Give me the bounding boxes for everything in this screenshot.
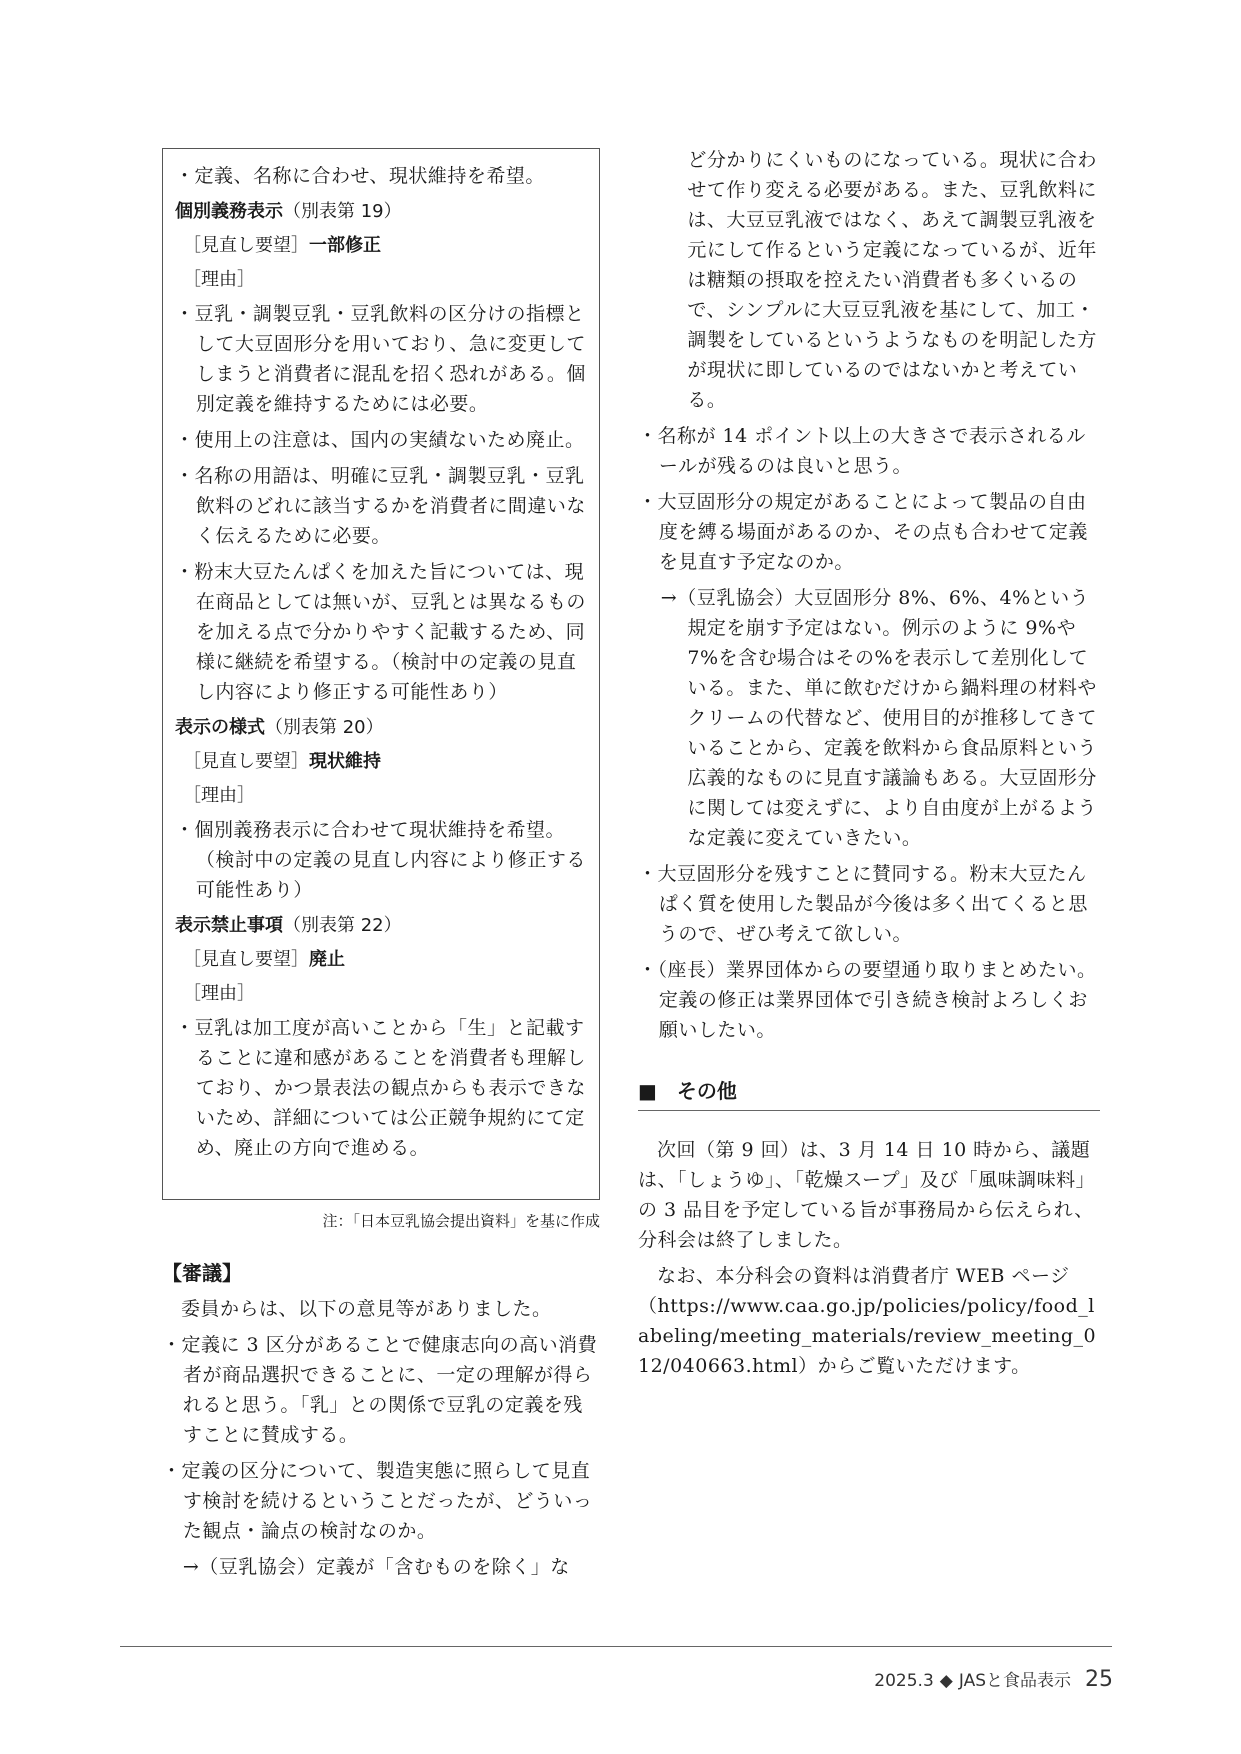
source-note: 注：「日本豆乳協会提出資料」を基に作成 [322,1212,600,1230]
deliberation-lead: 委員からは、以下の意見等がありました。 [181,1298,552,1320]
magazine-title: JASと食品表示 [958,1671,1071,1691]
section-display-format [175,713,587,905]
answer-item: →（豆乳協会）大豆固形分 8%、6%、4%という規定を崩す予定はない。例示のように 9%や 7%を含む場合はその%を表示して差別化している。また、単に飲むだけから鍋料理の材料やクリームの代替など、使用目的が推移してきていることから、定義を飲料から食品原料という広義的なものに見直す議論もある。大豆固形分に関しては変えずに、より自由度が上がるような定義に変えていきたい。 [660,587,1097,849]
list-item: ・定義の区分について、製造実態に照らして見直す検討を続けるということだったが、どういった観点・論点の検討なのか。 [162,1460,593,1542]
list-item: ・豆乳は加工度が高いことから「生」と記載することに違和感があることを消費者も理解しており、かつ景表法の観点からも表示できないため、詳細については公正競争規約にて定め、廃止の方向で進める。 [175,1017,586,1159]
left-column [162,148,600,1588]
page-footer [874,1666,1113,1692]
section-prohibited-items [175,911,587,1163]
answer-start: →（豆乳協会）定義が「含むものを除く」な [182,1556,570,1578]
list-item: ・粉末大豆たんぱくを加えた旨については、現在商品としては無いが、豆乳とは異なるものを加える点で分かりやすく記載するため、同様に継続を希望する。（検討中の定義の見直し内容により修正する可能性あり） [175,561,586,703]
list-item: ・（座長）業界団体からの要望通り取りまとめたい。定義の修正は業界団体で引き続き検討よろしくお願いしたい。 [638,959,1097,1041]
request-line: ［見直し要望］現状維持 [183,751,381,772]
page-number: 25 [1085,1667,1113,1692]
list-item: ・大豆固形分を残すことに賛同する。粉末大豆たんぱく質を使用した製品が今後は多く出てくると思うので、ぜひ考えて欲しい。 [638,863,1088,945]
issue-date: 2025.3 [874,1671,934,1691]
diamond-icon: ◆ [939,1671,953,1691]
box-intro: ・定義、名称に合わせ、現状維持を希望。 [175,165,545,187]
reason-label: ［理由］ [183,269,255,290]
request-line: ［見直し要望］廃止 [183,949,345,970]
other-paragraph: 次回（第 9 回）は、3 月 14 日 10 時から、議題は、「しょうゆ」、「乾燥スープ」及び「風味調味料」の 3 品目を予定している旨が事務局から伝えられ、分科会は終了しました。 [638,1139,1096,1251]
list-item: ・豆乳・調製豆乳・豆乳飲料の区分けの指標として大豆固形分を用いており、急に変更してしまうと消費者に混乱を招く恐れがある。個別定義を維持するためには必要。 [175,303,586,415]
list-item: ・定義に 3 区分があることで健康志向の高い消費者が商品選択できることに、一定の理解が得られると思う。「乳」との関係で豆乳の定義を残すことに賛成する。 [162,1334,598,1446]
section-title: 個別義務表示（別表第 19） [175,201,402,222]
other-section-heading: ■ その他 [638,1075,1100,1111]
list-item: ・名称の用語は、明確に豆乳・調製豆乳・豆乳飲料のどれに該当するかを消費者に間違いなく伝えるために必要。 [175,465,586,547]
reason-label: ［理由］ [183,983,255,1004]
section-title: 表示の様式（別表第 20） [175,717,384,738]
reason-label: ［理由］ [183,785,255,806]
section-individual-labeling [175,197,587,707]
list-item: ・使用上の注意は、国内の実績ないため廃止。 [175,429,585,451]
list-item: ・名称が 14 ポイント以上の大きさで表示されるルールが残るのは良いと思う。 [638,425,1086,477]
right-column [638,145,1100,1387]
request-line: ［見直し要望］一部修正 [183,235,381,256]
answer-continuation: ど分かりにくいものになっている。現状に合わせて作り変える必要がある。また、豆乳飲料には、大豆豆乳液ではなく、あえて調製豆乳液を元にして作るという定義になっているが、近年は糖類の摂取を控えたい消費者も多くいるので、シンプルに大豆豆乳液を基にして、加工・調製をしているというようなものを明記した方が現状に即しているのではないかと考えている。 [687,149,1097,411]
footer-divider [120,1646,1112,1647]
summary-box [162,148,600,1200]
other-paragraph: なお、本分科会の資料は消費者庁 WEB ページ（https://www.caa.go.jp/policies/policy/food_labeling/meeting_materials/review_meeting_012/040663.html）からご覧いただけます。 [638,1265,1097,1377]
deliberation-title: 【審議】 [162,1261,242,1285]
list-item: ・大豆固形分の規定があることによって製品の自由度を縛る場面があるのか、その点も合わせて定義を見直す予定なのか。 [638,491,1088,573]
section-title: 表示禁止事項（別表第 22） [175,915,402,936]
list-item: ・個別義務表示に合わせて現状維持を希望。（検討中の定義の見直し内容により修正する可能性あり） [175,819,586,901]
